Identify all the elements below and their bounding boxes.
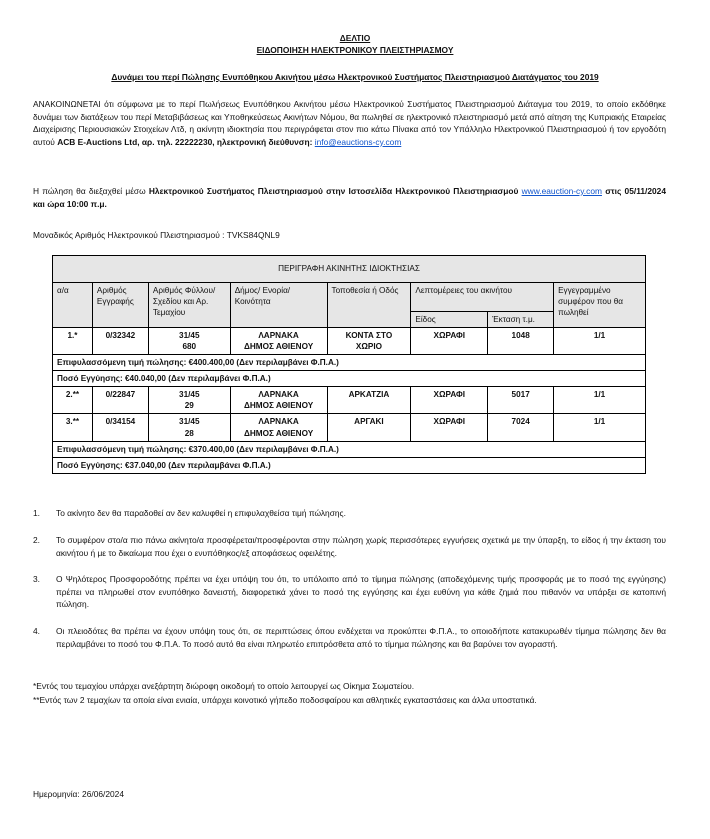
cell-aa: 2.** [53, 387, 93, 414]
municipality-name: ΔΗΜΟΣ ΑΘΙΕΝΟΥ [244, 342, 314, 352]
cell-sheet [148, 414, 230, 441]
note-text: Οι πλειοδότες θα πρέπει να έχουν υπόψη τους ότι, σε περιπτώσεις όπου ενδέχεται να προκύπτει Φ.Π.Α., το οποιοδήποτε κατακυρωθέν τίμημα πώλησης δεν θα περιλαμβάνει το ποσό του Φ.Π.Α. Το ποσό αυτό θα είναι πληρωτέο επιπρόσθετα από το τίμημα πώλησης και θα βαρύνει τον αγοραστή. [56, 626, 666, 649]
footnote-single: *Εντός του τεμαχίου υπάρχει ανεξάρτητη διώροφη οικοδομή το οποίο λειτουργεί ως Οίκημα Σωματείου. [33, 681, 415, 691]
reserve-price-1: Επιφυλασσόμενη τιμή πώλησης: €400.400,00 (Δεν περιλαμβάνει Φ.Π.Α.) [53, 355, 646, 371]
law-reference: Δυνάμει του περί Πώλησης Ενυπόθηκου Ακινήτου μέσω Ηλεκτρονικού Συστήματος Πλειστηριασμού Διατάγματος του 2019 [111, 72, 599, 82]
reserve-price-2: Επιφυλασσόμενη τιμή πώλησης: €370.400,00 (Δεν περιλαμβάνει Φ.Π.Α.) [53, 441, 646, 457]
municipality-name: ΔΗΜΟΣ ΑΘΙΕΝΟΥ [244, 428, 314, 438]
cell-sheet [148, 387, 230, 414]
cell-area: 5017 [488, 387, 554, 414]
document-date: Ημερομηνία: 26/06/2024 [33, 789, 124, 799]
header-aa: α/α [53, 283, 93, 328]
note-number: 1. [33, 508, 40, 518]
footnote-double: **Εντός των 2 τεμαχίων τα οποία είναι ενιαία, υπάρχει κοινοτικό γήπεδο ποδοσφαίρου και αθλητικές εγκαταστάσεις και άλλα υποστατικά. [33, 695, 537, 705]
note-number: 4. [33, 626, 40, 636]
cell-kind: ΧΩΡΑΦΙ [411, 387, 488, 414]
cell-location: ΑΡΓΑΚΙ [327, 414, 411, 441]
cell-location: ΚΟΝΤΑ ΣΤΟ ΧΩΡΙΟ [327, 328, 411, 355]
header-district: Δήμος/ Ενορία/ Κοινότητα [230, 283, 327, 328]
header-kind: Είδος [411, 312, 488, 328]
document-title: ΔΕΛΤΙΟ [339, 33, 371, 43]
auction-id: Μοναδικός Αριθμός Ηλεκτρονικού Πλειστηριασμού : TVKS84QNL9 [33, 230, 280, 240]
municipality-name: ΔΗΜΟΣ ΑΘΙΕΝΟΥ [244, 401, 314, 411]
cell-district [230, 328, 327, 355]
district-name: ΛΑΡΝΑΚΑ [258, 417, 299, 427]
note-text: Ο Ψηλότερος Προσφοροδότης πρέπει να έχει υπόψη του ότι, το υπόλοιπο από το τίμημα πώλησης (αποδεχόμενης τιμής προσφοράς με το ποσό της εγγύησης) πρέπει να πληρωθεί στον ενυπόθηκο δανειστή, διαφορετικά χάνει το ποσό της εγγύησης και έχει ευθύνη για κάθε ζημιά που πιθανόν να υπάρξει σε κατοπινή πώληση. [56, 574, 666, 610]
district-name: ΛΑΡΝΑΚΑ [258, 390, 299, 400]
cell-interest: 1/1 [554, 328, 646, 355]
guarantee-amount-2: Ποσό Εγγύησης: €37.040,00 (Δεν περιλαμβάνει Φ.Π.Α.) [53, 457, 646, 473]
header-registration: Αριθμός Εγγραφής [92, 283, 148, 328]
header-area: Έκταση τ.μ. [488, 312, 554, 328]
intro-paragraph [33, 98, 666, 148]
header-sheet: Αριθμός Φύλλου/ Σχεδίου και Αρ. Τεμαχίου [148, 283, 230, 328]
cell-aa: 3.** [53, 414, 93, 441]
cell-interest: 1/1 [554, 414, 646, 441]
note-text: Το συμφέρον στο/α πιο πάνω ακίνητο/α προσφέρεται/προσφέρονται στην πώληση χωρίς περισσότερες εγγυήσεις σχετικά με την ύπαρξη, το είδος ή την έκταση του ακινήτου ή με το δικαίωμα που έχει ο ενυπόθηκος/εξ αποφάσεως οφειλέτης. [56, 535, 666, 558]
cell-area: 1048 [488, 328, 554, 355]
cell-kind: ΧΩΡΑΦΙ [411, 328, 488, 355]
district-name: ΛΑΡΝΑΚΑ [258, 331, 299, 341]
email-link[interactable]: info@eauctions-cy.com [314, 136, 402, 147]
cell-district [230, 414, 327, 441]
table-row [53, 414, 646, 441]
note-number: 3. [33, 574, 40, 584]
website-link[interactable]: www.eauction-cy.com [521, 186, 602, 196]
intro-text: ΑΝΑΚΟΙΝΩΝΕΤΑΙ ότι σύμφωνα με το περί Πωλήσεως Ενυπόθηκου Ακινήτου μέσω Ηλεκτρονικού Συστήματος Πλειστηριασμού Διάταγμα του 2019, το οποίο εκδόθηκε δυνάμει των διατάξεων του περί Μεταβιβάσεως και Υποθηκεύσεως Ακινήτων Νόμου, θα πωληθεί σε ηλεκτρονικό πλειστηριασμό μετά από αίτηση της Κυπριακής Εταιρείας Διαχείρισης Περιουσιακών Στοιχείων Λτδ, η ακίνητη ιδιοκτησία που περιγράφεται στον πιο κάτω Πίνακα από τον Υπάλληλο Ηλεκτρονικού Πλειστηριασμού ή τον εργοδότη αυτού [33, 99, 666, 147]
table-row [53, 328, 646, 355]
guarantee-amount-1: Ποσό Εγγύησης: €40.040,00 (Δεν περιλαμβάνει Φ.Π.Α.) [53, 371, 646, 387]
note-text: Το ακίνητο δεν θα παραδοθεί αν δεν καλυφθεί η επιφυλαχθείσα τιμή πώλησης. [56, 508, 346, 518]
header-details: Λεπτομέρειες του ακινήτου [411, 283, 554, 312]
cell-sheet [148, 328, 230, 355]
header-location: Τοποθεσία ή Οδός [327, 283, 411, 328]
table-caption: ΠΕΡΙΓΡΑΦΗ ΑΚΙΝΗΤΗΣ ΙΔΙΟΚΤΗΣΙΑΣ [53, 256, 646, 283]
note-number: 2. [33, 535, 40, 545]
sheet-number: 31/45 [179, 331, 200, 341]
cell-registration: 0/34154 [92, 414, 148, 441]
contact-details: ACB E-Auctions Ltd, αρ. τηλ. 22222230, ηλεκτρονική διεύθυνση: [57, 136, 313, 147]
cell-location: ΑΡΚΑΤΖΙΑ [327, 387, 411, 414]
header-interest: Εγγεγραμμένο συμφέρον που θα πωληθεί [554, 283, 646, 328]
sheet-number: 31/45 [179, 417, 200, 427]
plot-number: 29 [184, 401, 194, 411]
cell-kind: ΧΩΡΑΦΙ [411, 414, 488, 441]
cell-interest: 1/1 [554, 387, 646, 414]
sale-system: Ηλεκτρονικού Συστήματος Πλειστηριασμού στην Ιστοσελίδα Ηλεκτρονικού Πλειστηριασμού [148, 186, 519, 196]
cell-aa: 1.* [53, 328, 93, 355]
sheet-number: 31/45 [179, 390, 200, 400]
cell-registration: 0/22847 [92, 387, 148, 414]
cell-district [230, 387, 327, 414]
table-row [53, 387, 646, 414]
plot-number: 680 [182, 342, 197, 352]
cell-area: 7024 [488, 414, 554, 441]
property-table [52, 255, 646, 474]
sale-paragraph [33, 185, 666, 210]
sale-date: στις 05/11/2024 και ώρα 10:00 π.μ. [33, 186, 667, 209]
plot-number: 28 [184, 428, 194, 438]
sale-text: Η πώληση θα διεξαχθεί μέσω [33, 186, 149, 196]
cell-registration: 0/32342 [92, 328, 148, 355]
document-subtitle: ΕΙΔΟΠΟΙΗΣΗ ΗΛΕΚΤΡΟΝΙΚΟΥ ΠΛΕΙΣΤΗΡΙΑΣΜΟΥ [256, 45, 454, 55]
